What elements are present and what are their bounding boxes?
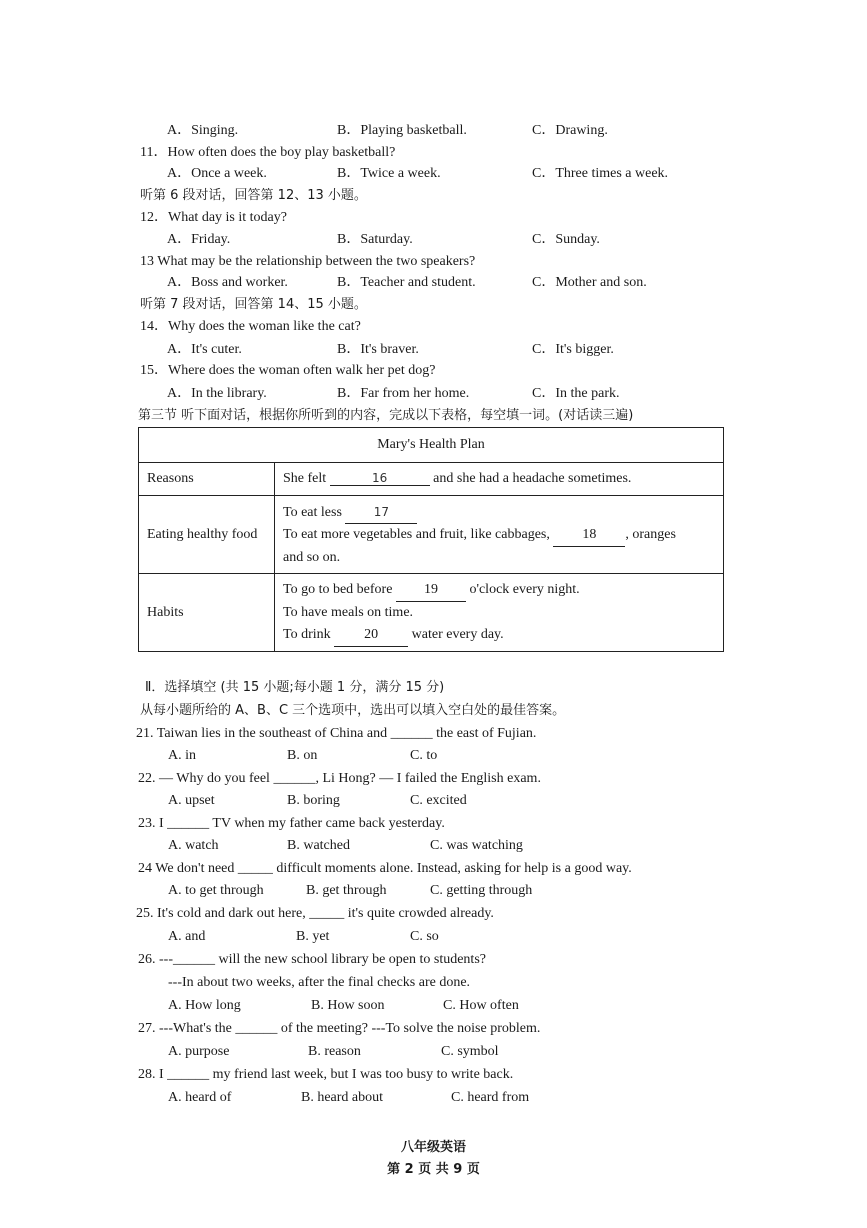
q22-option-a: A. upset: [168, 793, 215, 808]
q10-option-b: B．Playing basketball.: [337, 123, 467, 138]
dialog6-instruction: 听第 6 段对话，回答第 12、13 小题。: [140, 188, 367, 203]
q27-option-c: C. symbol: [441, 1044, 499, 1059]
habits-line3-post: water every day.: [411, 626, 504, 642]
blank-20[interactable]: 20: [334, 624, 408, 647]
q13-option-a: A．Boss and worker.: [167, 275, 288, 290]
table-title: Mary's Health Plan: [139, 428, 724, 463]
q13-option-c: C．Mother and son.: [532, 275, 647, 290]
q27-option-b: B. reason: [308, 1044, 361, 1059]
q23-option-c: C. was watching: [430, 838, 523, 853]
q26-option-c: C. How often: [443, 998, 519, 1013]
q25-option-c: C. so: [410, 929, 439, 944]
q26-option-a: A. How long: [168, 998, 241, 1013]
q12-stem: 12．What day is it today?: [140, 210, 287, 225]
q26-stem-answer-line: ---In about two weeks, after the final checks are done.: [168, 975, 471, 990]
q24-stem: 24 We don't need _____ difficult moments alone. Instead, asking for help is a good way.: [138, 861, 632, 876]
eating-cell: [275, 496, 724, 574]
q23-option-a: A. watch: [168, 838, 219, 853]
q21-stem: 21. Taiwan lies in the southeast of China and ______ the east of Fujian.: [136, 726, 537, 741]
dialog7-instruction: 听第 7 段对话，回答第 14、15 小题。: [140, 297, 367, 312]
q15-stem: 15．Where does the woman often walk her pet dog?: [140, 363, 436, 378]
q24-option-b: B. get through: [306, 883, 387, 898]
q21-option-c: C. to: [410, 748, 438, 763]
q24-option-c: C. getting through: [430, 883, 533, 898]
q13-option-b: B．Teacher and student.: [337, 275, 476, 290]
q14-stem: 14．Why does the woman like the cat?: [140, 319, 361, 334]
q27-stem: 27. ---What's the ______ of the meeting? ---To solve the noise problem.: [138, 1021, 541, 1036]
footer-subject: 八年级英语: [400, 1140, 466, 1155]
q28-option-a: A. heard of: [168, 1090, 232, 1105]
q23-stem: 23. I ______ TV when my father came back yesterday.: [138, 816, 445, 831]
q14-option-a: A．It's cuter.: [167, 342, 242, 357]
q12-option-b: B．Saturday.: [337, 232, 413, 247]
q11-option-a: A．Once a week.: [167, 166, 267, 181]
q22-option-b: B. boring: [287, 793, 340, 808]
q11-stem: 11．How often does the boy play basketball?: [140, 145, 396, 160]
eating-line2-post: , oranges: [625, 526, 676, 542]
q14-option-b: B．It's braver.: [337, 342, 419, 357]
eating-line2-pre: To eat more vegetables and fruit, like cabbages,: [283, 526, 550, 542]
habits-line3-pre: To drink: [283, 626, 331, 642]
eating-line1-pre: To eat less: [283, 504, 342, 520]
q15-option-a: A．In the library.: [167, 386, 267, 401]
q15-option-c: C．In the park.: [532, 386, 620, 401]
q22-option-c: C. excited: [410, 793, 467, 808]
q10-option-a: A．Singing.: [167, 123, 239, 138]
q25-stem: 25. It's cold and dark out here, _____ it's quite crowded already.: [136, 906, 494, 921]
reasons-text-pre: She felt: [283, 471, 327, 486]
q24-option-a: A. to get through: [168, 883, 264, 898]
section3-heading: 第三节 听下面对话，根据你所听到的内容，完成以下表格，每空填一词。(对话读三遍): [138, 408, 634, 423]
blank-18[interactable]: 18: [553, 524, 625, 547]
q26-stem: 26. ---______ will the new school library be open to students?: [138, 952, 486, 967]
part2-instruction: 从每小题所给的 A、B、C 三个选项中，选出可以填入空白处的最佳答案。: [140, 703, 566, 718]
q12-option-a: A．Friday.: [167, 232, 231, 247]
q23-option-b: B. watched: [287, 838, 350, 853]
q22-stem: 22. — Why do you feel ______, Li Hong? — I failed the English exam.: [138, 771, 541, 786]
q11-option-c: C．Three times a week.: [532, 166, 669, 181]
q11-option-b: B．Twice a week.: [337, 166, 441, 181]
q13-stem: 13 What may be the relationship between the two speakers?: [140, 254, 476, 269]
blank-19[interactable]: 19: [396, 579, 466, 602]
q25-option-a: A. and: [168, 929, 206, 944]
blank-17[interactable]: 17: [345, 501, 417, 524]
q14-option-c: C．It's bigger.: [532, 342, 614, 357]
row-label-reasons: Reasons: [139, 463, 275, 496]
part2-heading: Ⅱ．选择填空 (共 15 小题;每小题 1 分，满分 15 分): [145, 680, 445, 695]
row-label-habits: Habits: [139, 574, 275, 652]
habits-cell: [275, 574, 724, 652]
reasons-text-post: and she had a headache sometimes.: [433, 471, 632, 486]
habits-line1-pre: To go to bed before: [283, 581, 393, 597]
habits-line1-post: o'clock every night.: [469, 581, 580, 597]
footer-page-number: 第 2 页 共 9 页: [387, 1162, 480, 1177]
habits-line2: To have meals on time.: [283, 604, 414, 620]
q15-option-b: B．Far from her home.: [337, 386, 470, 401]
eating-line3: and so on.: [283, 549, 341, 565]
q28-stem: 28. I ______ my friend last week, but I was too busy to write back.: [138, 1067, 514, 1082]
reasons-cell: [275, 463, 724, 496]
row-label-eating: Eating healthy food: [139, 496, 275, 574]
q10-option-c: C．Drawing.: [532, 123, 608, 138]
q28-option-c: C. heard from: [451, 1090, 530, 1105]
q27-option-a: A. purpose: [168, 1044, 230, 1059]
q28-option-b: B. heard about: [301, 1090, 384, 1105]
q21-option-a: A. in: [168, 748, 196, 763]
q12-option-c: C．Sunday.: [532, 232, 600, 247]
q25-option-b: B. yet: [296, 929, 330, 944]
q21-option-b: B. on: [287, 748, 318, 763]
health-plan-table: [138, 427, 724, 652]
q26-option-b: B. How soon: [311, 998, 385, 1013]
blank-16[interactable]: 16: [330, 471, 430, 486]
